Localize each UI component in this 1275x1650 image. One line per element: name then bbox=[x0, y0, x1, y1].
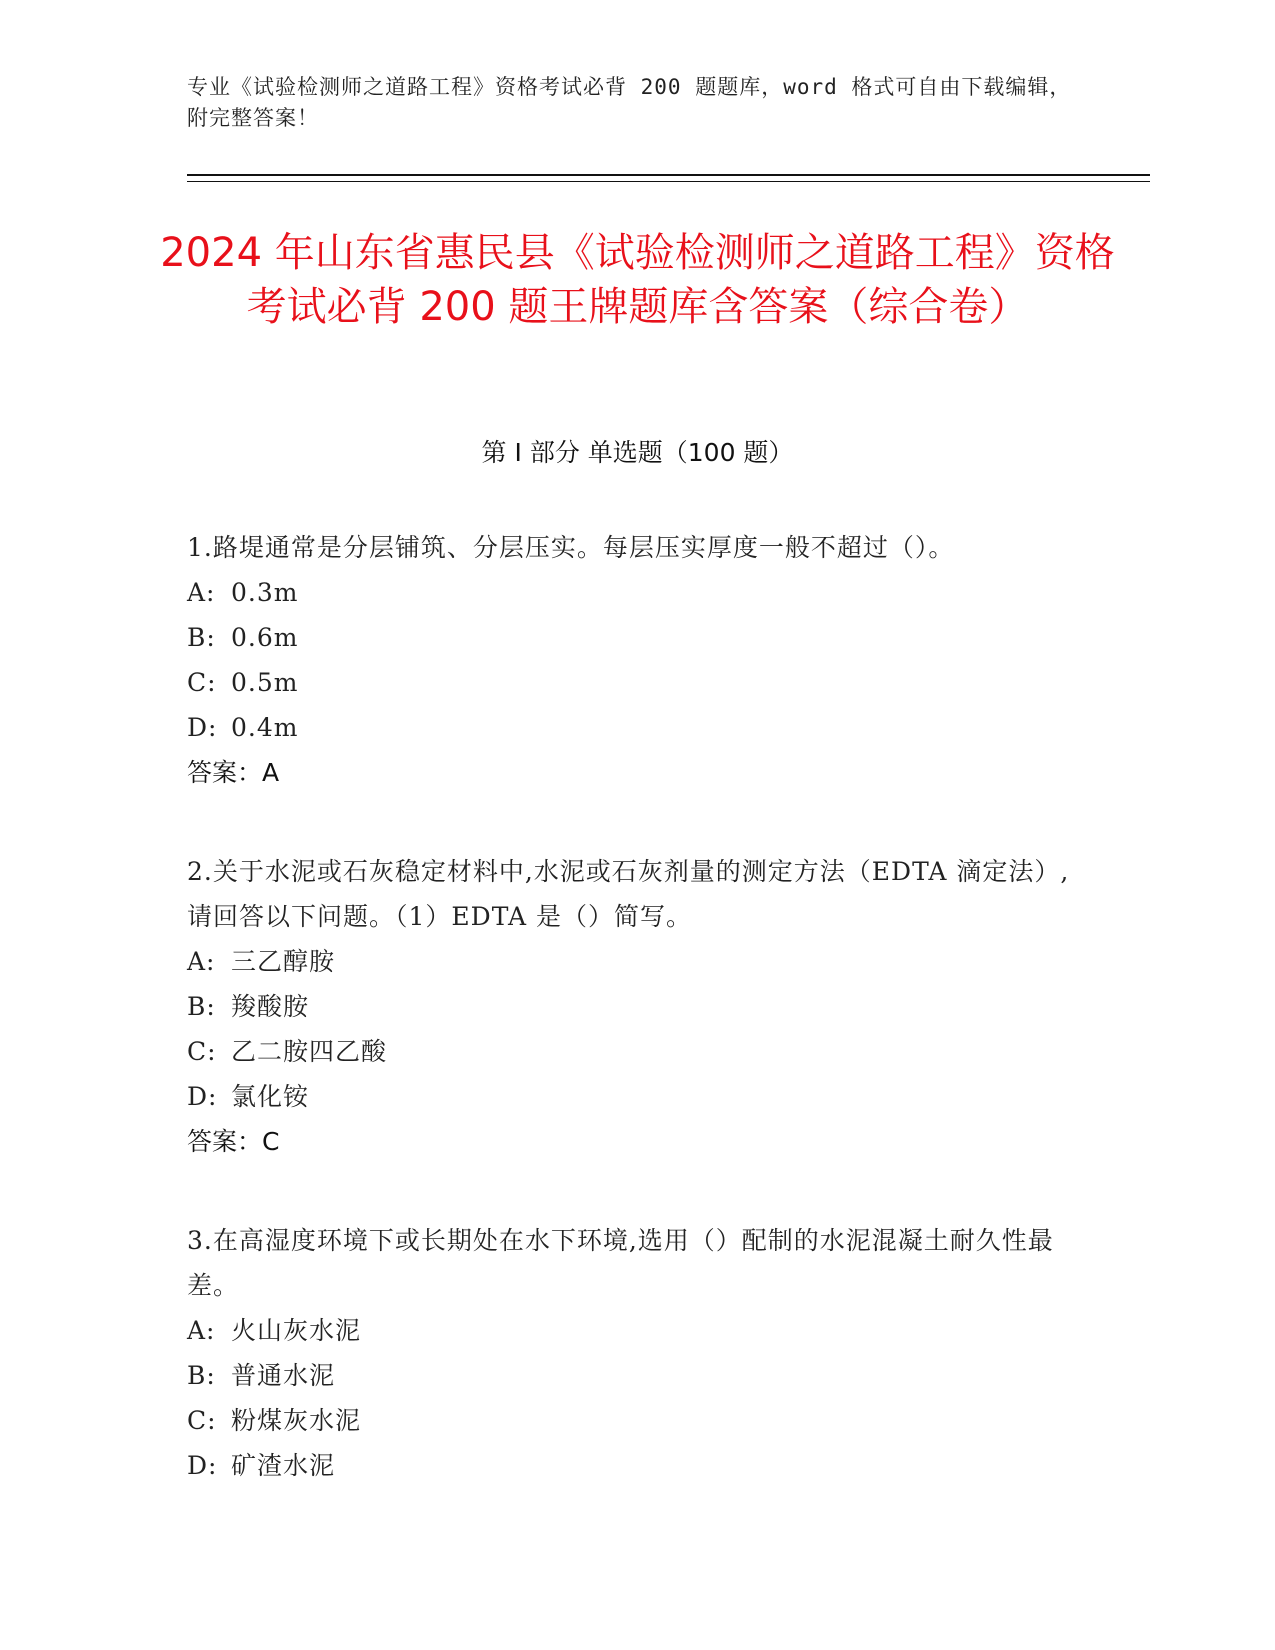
header-note: 专业《试验检测师之道路工程》资格考试必背 200 题题库，word 格式可自由下载编辑，附完整答案！ bbox=[187, 75, 1072, 130]
question-list bbox=[187, 525, 1087, 1542]
option-letter: B: bbox=[187, 1361, 216, 1390]
question-3 bbox=[187, 1218, 1087, 1488]
option-text: 火山灰水泥 bbox=[231, 1316, 362, 1345]
option-text: 氯化铵 bbox=[231, 1082, 310, 1111]
option-text: 乙二胺四乙酸 bbox=[231, 1037, 388, 1066]
option-letter: A: bbox=[187, 947, 216, 976]
question-1 bbox=[187, 525, 1087, 795]
option-letter: B: bbox=[187, 623, 216, 652]
option-b bbox=[187, 615, 1087, 660]
question-stem: 3.在高湿度环境下或长期处在水下环境,选用（）配制的水泥混凝土耐久性最差。 bbox=[187, 1226, 1054, 1300]
option-d bbox=[187, 1443, 1087, 1488]
option-letter: A: bbox=[187, 1316, 216, 1345]
option-letter: A: bbox=[187, 578, 216, 607]
option-text: 0.3m bbox=[231, 578, 299, 607]
header-rule-thin bbox=[187, 181, 1150, 182]
option-letter: B: bbox=[187, 992, 216, 1021]
option-letter: D: bbox=[187, 1451, 218, 1480]
header-rule-thick bbox=[187, 174, 1150, 176]
option-a bbox=[187, 1308, 1087, 1353]
option-a bbox=[187, 570, 1087, 615]
option-text: 普通水泥 bbox=[231, 1361, 336, 1390]
option-text: 羧酸胺 bbox=[231, 992, 310, 1021]
option-text: 矿渣水泥 bbox=[231, 1451, 336, 1480]
option-c bbox=[187, 1029, 1087, 1074]
option-letter: C: bbox=[187, 668, 217, 697]
option-text: 0.5m bbox=[231, 668, 299, 697]
option-letter: D: bbox=[187, 1082, 218, 1111]
option-c bbox=[187, 1398, 1087, 1443]
document-title: 2024 年山东省惠民县《试验检测师之道路工程》资格考试必背 200 题王牌题库含答案（综合卷） bbox=[160, 230, 1115, 330]
option-text: 三乙醇胺 bbox=[231, 947, 336, 976]
option-text: 0.6m bbox=[231, 623, 299, 652]
question-stem: 1.路堤通常是分层铺筑、分层压实。每层压实厚度一般不超过（）。 bbox=[187, 533, 955, 562]
answer-line: 答案：C bbox=[187, 1127, 280, 1156]
option-b bbox=[187, 984, 1087, 1029]
option-d bbox=[187, 705, 1087, 750]
answer-line: 答案：A bbox=[187, 758, 280, 787]
option-c bbox=[187, 660, 1087, 705]
option-letter: C: bbox=[187, 1037, 217, 1066]
question-2 bbox=[187, 849, 1087, 1164]
question-stem: 2.关于水泥或石灰稳定材料中,水泥或石灰剂量的测定方法（EDTA 滴定法）,请回答以下问题。（1）EDTA 是（）简写。 bbox=[187, 857, 1070, 931]
option-letter: C: bbox=[187, 1406, 217, 1435]
section-heading: 第 I 部分 单选题（100 题） bbox=[481, 438, 794, 467]
option-b bbox=[187, 1353, 1087, 1398]
option-a bbox=[187, 939, 1087, 984]
option-text: 0.4m bbox=[231, 713, 299, 742]
option-text: 粉煤灰水泥 bbox=[231, 1406, 362, 1435]
option-d bbox=[187, 1074, 1087, 1119]
option-letter: D: bbox=[187, 713, 218, 742]
